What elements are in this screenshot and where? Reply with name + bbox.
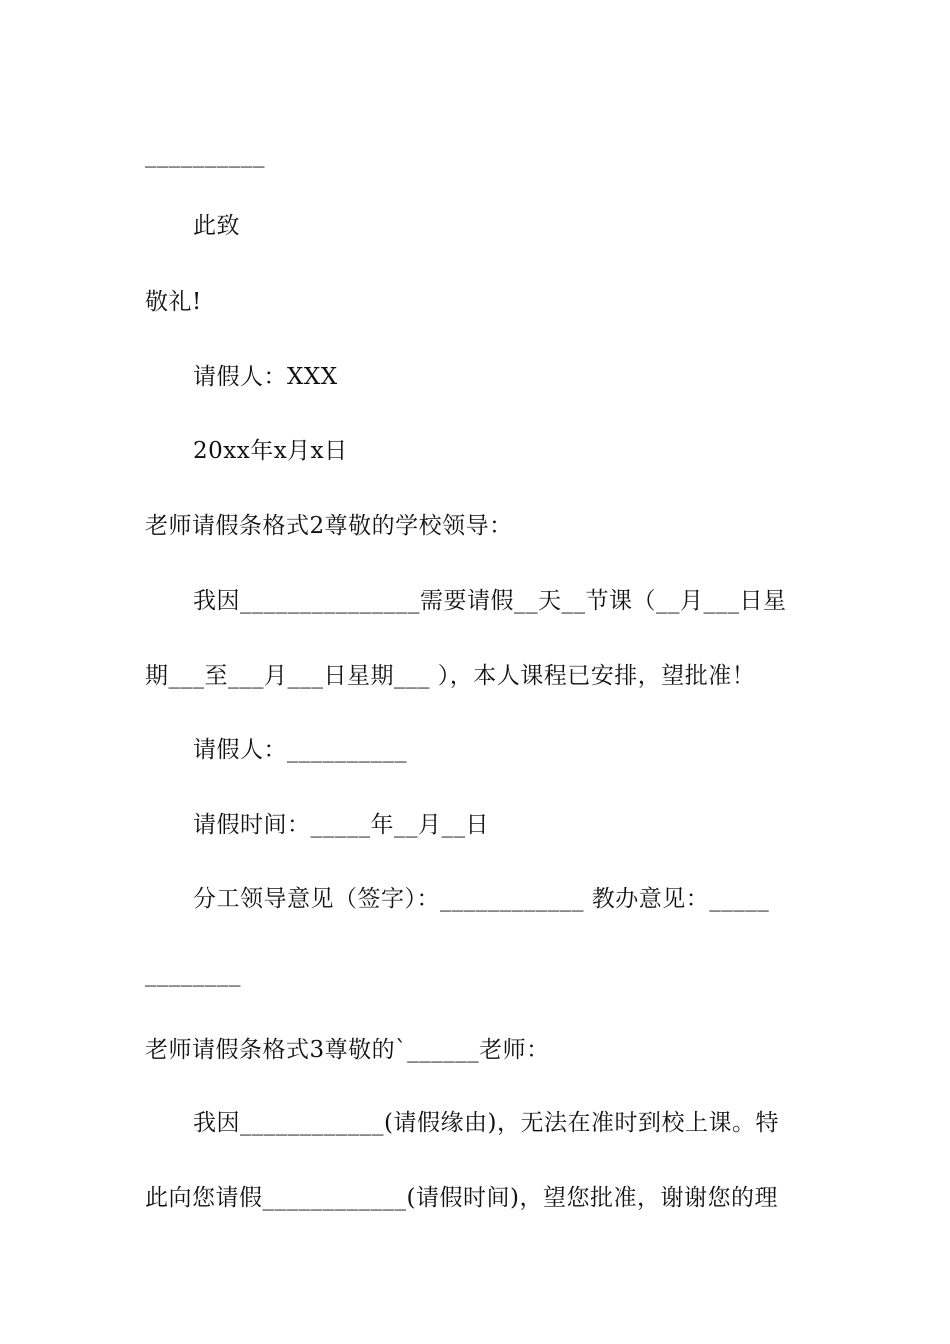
requester-line: 请假人：XXX — [193, 364, 338, 390]
closing-ci-zhi: 此致 — [193, 213, 240, 239]
format2-date-line: 请假时间：_____年__月__日 — [193, 812, 489, 838]
format3-heading: 老师请假条格式3尊敬的`______老师： — [145, 1037, 550, 1063]
date-line: 20xx年x月x日 — [193, 438, 348, 464]
signature-blank-line: __________ — [145, 142, 265, 168]
format3-body-line-2: 此向您请假____________(请假时间)，望您批准，谢谢您的理 — [145, 1185, 778, 1211]
closing-jing-li: 敬礼! — [145, 289, 202, 315]
format2-body-line-1: 我因_______________需要请假__天__节课（__月___日星 — [193, 588, 787, 614]
format2-approval-continuation: ________ — [145, 961, 241, 987]
format2-body-line-2: 期___至___月___日星期___ ），本人课程已安排，望批准！ — [145, 663, 756, 689]
format2-approval-line: 分工领导意见（签字）：____________ 教办意见：_____ — [193, 886, 770, 912]
format2-requester-line: 请假人：__________ — [193, 737, 407, 763]
format2-heading: 老师请假条格式2尊敬的学校领导： — [145, 513, 513, 539]
format3-body-line-1: 我因____________(请假缘由)，无法在准时到校上课。特 — [193, 1110, 779, 1136]
